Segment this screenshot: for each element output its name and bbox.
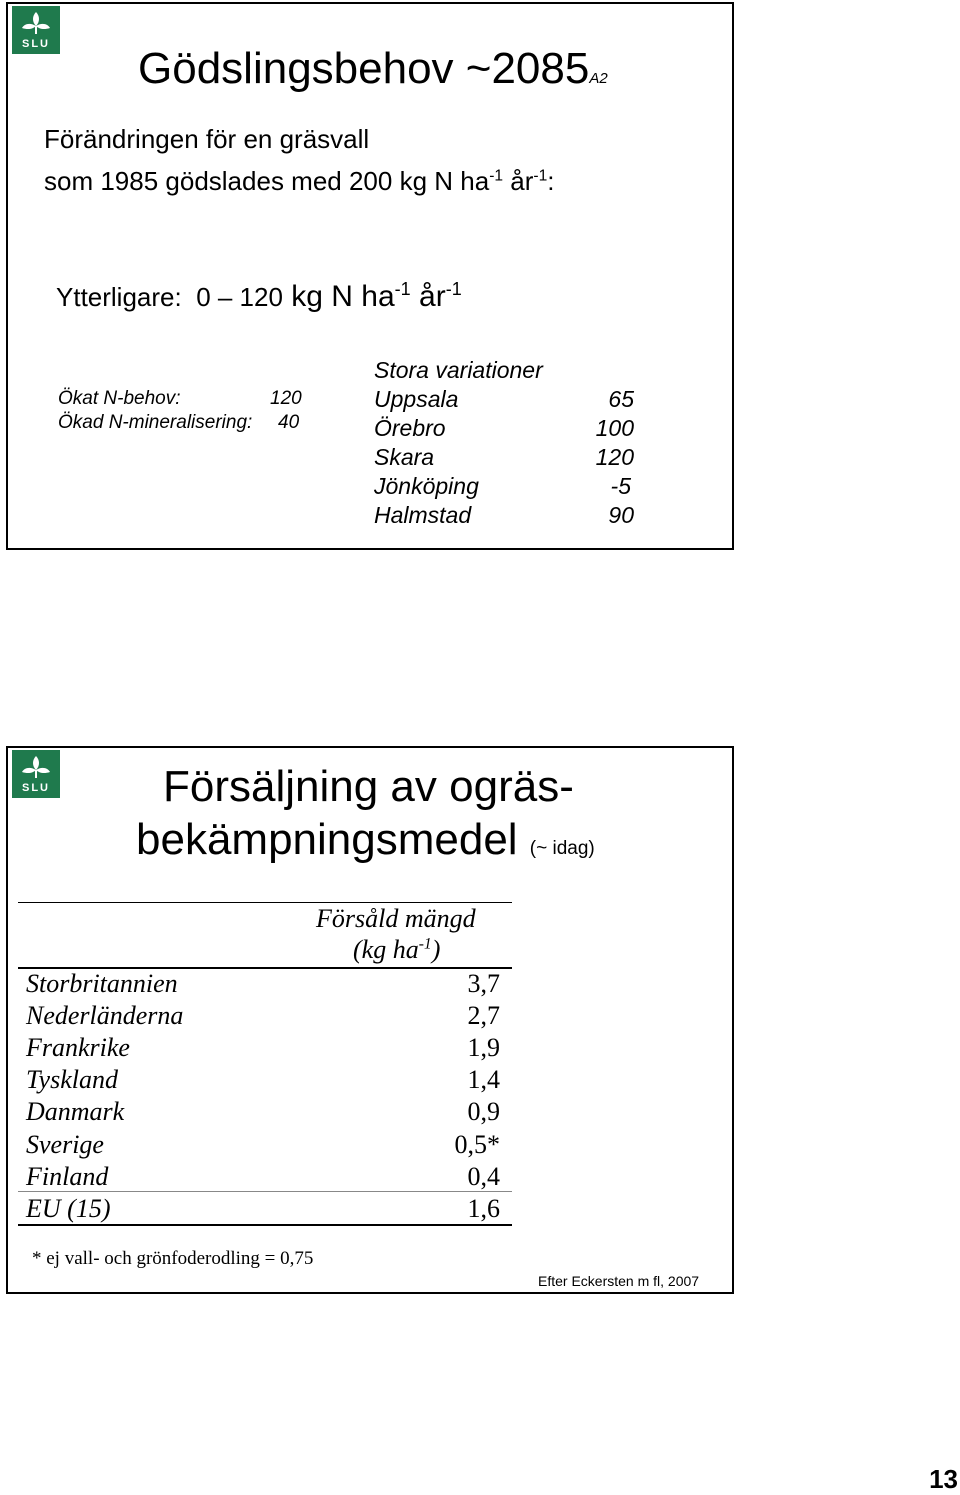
slide-title-line-2: bekämpningsmedel (~ idag) [136,815,595,864]
slide-fertilization [6,2,734,550]
slu-logo [12,6,60,54]
variation-place-0: Uppsala [374,386,459,412]
table-bottom-rule [18,1224,512,1226]
table-row-country-6: Finland [26,1162,109,1191]
variation-place-3: Jönköping [374,473,479,499]
table-row-country-5: Sverige [26,1130,104,1159]
table-row-value-4: 0,9 [467,1097,500,1126]
additional-line [56,280,462,314]
variation-place-1: Örebro [374,415,446,441]
intro-line-2: som 1985 gödslades med 200 kg N $ha^{-1}$ $år^{-1}$: [44,166,555,196]
slide-herbicide-sales [6,746,734,1294]
title-text: Gödslingsbehov ~2085 [138,44,590,93]
table-row-country-2: Frankrike [26,1033,130,1062]
table-row-country-3: Tyskland [26,1065,118,1094]
table-row-country-0: Storbritannien [26,969,178,998]
page-number: 13 [929,1464,958,1494]
need-label-0: Ökat N-behov: [58,388,181,409]
variation-value-3: -5 [610,473,631,499]
additional-label: Ytterligare: [56,282,182,312]
intro-line-1: Förändringen för en gräsvall [44,124,370,154]
table-row-value-1: 2,7 [467,1001,500,1030]
need-value-1: 40 [278,412,300,433]
source-note: Efter Eckersten m fl, 2007 [538,1273,700,1289]
table-row-value-6: 0,4 [467,1162,500,1191]
additional-unit: kg N $ha^{-1}$ $år^{-1}$ [282,279,462,313]
table-row-country-4: Danmark [26,1097,125,1126]
slide-title [138,44,608,94]
need-value-0: 120 [270,388,302,409]
table-row-value-3: 1,4 [467,1065,500,1094]
footnote: * ej vall- och grönfoderodling = 0,75 [32,1248,314,1269]
table-top-rule [18,902,512,903]
variation-place-2: Skara [374,444,435,470]
slide-title-line-1: Försäljning av ogräs- [163,762,574,811]
variation-value-1: 100 [595,415,634,441]
table-row-value-7: 1,6 [467,1194,500,1223]
logo-text: SLU [22,782,50,794]
need-label-1: Ökad N-mineralisering: [58,412,253,433]
table-row-value-0: 3,7 [467,969,500,998]
table-eu-rule [18,1191,512,1192]
additional-range: 0 – 120 [196,282,283,312]
table-row-country-7: EU (15) [26,1194,111,1223]
variation-value-2: 120 [595,444,634,470]
table-header-line-2: (kg $ha^{-1}$) [353,935,441,964]
variations-title: Stora variationer [374,357,543,383]
slu-logo [12,750,60,798]
table-row-value-2: 1,9 [467,1033,500,1062]
title-note: (~ idag) [529,838,595,859]
table-row-country-1: Nederländerna [26,1001,184,1030]
logo-text: SLU [22,38,50,50]
variation-value-4: 90 [608,502,634,528]
variation-value-0: 65 [608,386,634,412]
variation-place-4: Halmstad [374,502,472,528]
table-row-value-5: 0,5* [454,1130,500,1159]
title-subscript: A2 [589,70,608,87]
table-header-line-1: Försåld mängd [316,904,476,933]
